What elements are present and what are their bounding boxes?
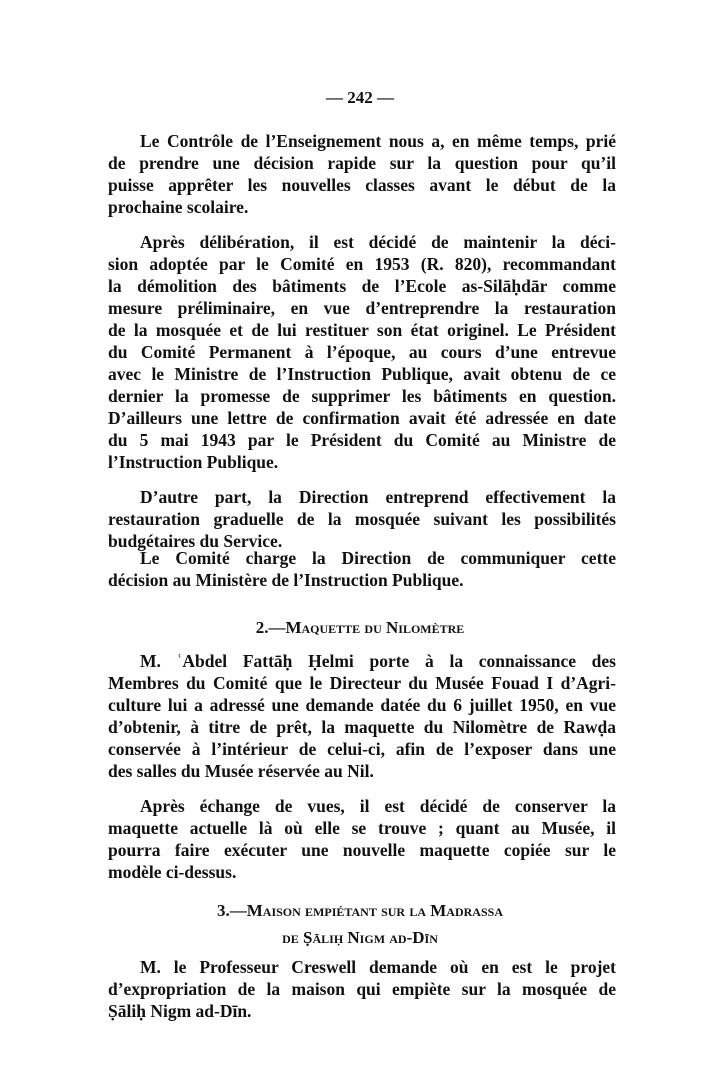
text-line: restauration graduelle de la mosquée suivant les possibilités <box>108 509 616 529</box>
text-line: D’autre part, la Direction entreprend effectivement la <box>140 487 616 507</box>
text-line: de la mosquée et de lui restituer son état originel. Le Président <box>108 320 616 340</box>
text-line: du 5 mai 1943 par le Président du Comité au Ministre de <box>108 430 616 450</box>
text-line: décision au Ministère de l’Instruction Publique. <box>108 570 464 590</box>
text-line: pourra faire exécuter une nouvelle maquette copiée sur le <box>108 840 616 860</box>
text-line: avec le Ministre de l’Instruction Publique, avait obtenu de ce <box>108 364 616 384</box>
text-line: Après échange de vues, il est décidé de conserver la <box>140 796 616 816</box>
text-line: maquette actuelle là où elle se trouve ; quant au Musée, il <box>108 818 616 838</box>
text-line: mesure préliminaire, en vue d’entreprendre la restauration <box>108 298 616 318</box>
text-line: d’obtenir, à titre de prêt, la maquette du Nilomètre de Rawḍa <box>108 717 616 737</box>
section-heading-3-line1: 3.—Maison empiétant sur la Madrassa <box>217 901 503 920</box>
text-line: Membres du Comité que le Directeur du Musée Fouad I d’Agri- <box>108 673 616 693</box>
text-line: budgétaires du Service. <box>108 531 283 551</box>
text-line: M. le Professeur Creswell demande où en est le projet <box>140 957 616 977</box>
text-line: l’Instruction Publique. <box>108 452 279 472</box>
text-line: sion adoptée par le Comité en 1953 (R. 820), recommandant <box>108 254 616 274</box>
paragraph <box>108 650 616 782</box>
section-heading-2: 2.—Maquette du Nilomètre <box>255 618 465 637</box>
paragraph <box>108 956 616 1022</box>
text-line: d’expropriation de la maison qui empiète sur la mosquée de <box>108 979 616 999</box>
text-line: culture lui a adressé une demande datée du 6 juillet 1950, en vue <box>108 695 616 715</box>
text-line: modèle ci-dessus. <box>108 862 237 882</box>
section-heading-3-line2: de Ṣāliḥ Nigm ad-Dīn <box>282 928 438 947</box>
text-line: la démolition des bâtiments de l’Ecole as-Silāḥdār comme <box>108 276 616 296</box>
text-line: conservée à l’intérieur de celui-ci, afin de l’exposer dans une <box>108 739 616 759</box>
text-line: dernier la promesse de supprimer les bâtiments en question. <box>108 386 616 406</box>
paragraph <box>108 547 616 591</box>
paragraph <box>108 486 616 552</box>
paragraph <box>108 231 616 473</box>
paragraph <box>108 130 616 218</box>
text-line: Après délibération, il est décidé de maintenir la déci- <box>140 232 616 252</box>
paragraph <box>108 795 616 883</box>
text-line: Le Contrôle de l’Enseignement nous a, en même temps, prié <box>140 131 616 151</box>
text-line: M. ʿAbdel Fattāḥ Ḥelmi porte à la connaissance des <box>140 651 616 671</box>
text-line: Le Comité charge la Direction de communiquer cette <box>140 548 616 568</box>
text-line: D’ailleurs une lettre de confirmation avait été adressée en date <box>108 408 616 428</box>
text-line: de prendre une décision rapide sur la question pour qu’il <box>108 153 616 173</box>
text-line: Ṣāliḥ Nigm ad-Dīn. <box>108 1001 252 1021</box>
page-number: — 242 — <box>326 88 394 107</box>
text-line: des salles du Musée réservée au Nil. <box>108 761 374 781</box>
text-line: puisse apprêter les nouvelles classes avant le début de la <box>108 175 616 195</box>
text-line: du Comité Permanent à l’époque, au cours d’une entrevue <box>108 342 616 362</box>
text-line: prochaine scolaire. <box>108 197 249 217</box>
